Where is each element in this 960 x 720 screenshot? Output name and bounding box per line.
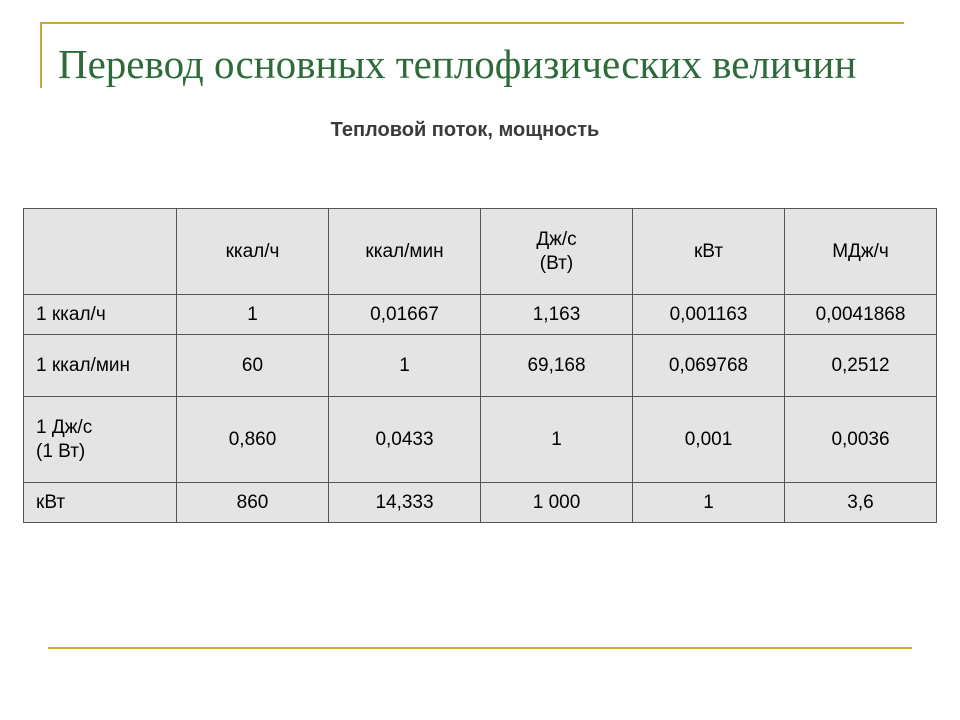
table-row: [24, 397, 937, 483]
table-row: [24, 295, 937, 335]
table-cell: 0,0041868: [785, 295, 937, 335]
table-cell: 1: [481, 397, 633, 483]
row-label: 1 ккал/ч: [24, 295, 177, 335]
table-cell: 69,168: [481, 335, 633, 397]
table-cell: 0,01667: [329, 295, 481, 335]
table-cell: 0,001: [633, 397, 785, 483]
table-row: [24, 483, 937, 523]
table-cell: 860: [177, 483, 329, 523]
table-cell: 1,163: [481, 295, 633, 335]
table-cell: 60: [177, 335, 329, 397]
row-label: кВт: [24, 483, 177, 523]
header-cell-kcal-min: ккал/мин: [329, 209, 481, 295]
table-cell: 1 000: [481, 483, 633, 523]
header-cell-j-s: [481, 209, 633, 295]
row-label-line: 1 Дж/с (1 Вт): [36, 416, 93, 462]
table-cell: 1: [633, 483, 785, 523]
table-cell: 1: [329, 335, 481, 397]
header-cell-corner: [24, 209, 177, 295]
header-cell-kw: кВт: [633, 209, 785, 295]
table-cell: 1: [177, 295, 329, 335]
row-label: [24, 397, 177, 483]
conversion-table: [23, 208, 937, 523]
table-cell: 0,2512: [785, 335, 937, 397]
table-cell: 14,333: [329, 483, 481, 523]
frame-top-rule: [40, 22, 904, 24]
row-label: 1 ккал/мин: [24, 335, 177, 397]
frame-left-rule: [40, 22, 42, 88]
table-cell: 0,860: [177, 397, 329, 483]
table-cell: 0,0036: [785, 397, 937, 483]
table-cell: 0,001163: [633, 295, 785, 335]
header-cell-mj-h: МДж/ч: [785, 209, 937, 295]
frame-bottom-rule: [48, 647, 912, 649]
slide-title: Перевод основных теплофизических величин: [58, 41, 857, 87]
table-row: [24, 335, 937, 397]
table-header-row: [24, 209, 937, 295]
table-cell: 0,0433: [329, 397, 481, 483]
table-cell: 0,069768: [633, 335, 785, 397]
table-subtitle: Тепловой поток, мощность: [330, 119, 600, 141]
header-line: Дж/с (Вт): [536, 228, 577, 274]
table-cell: 3,6: [785, 483, 937, 523]
header-cell-kcal-h: ккал/ч: [177, 209, 329, 295]
